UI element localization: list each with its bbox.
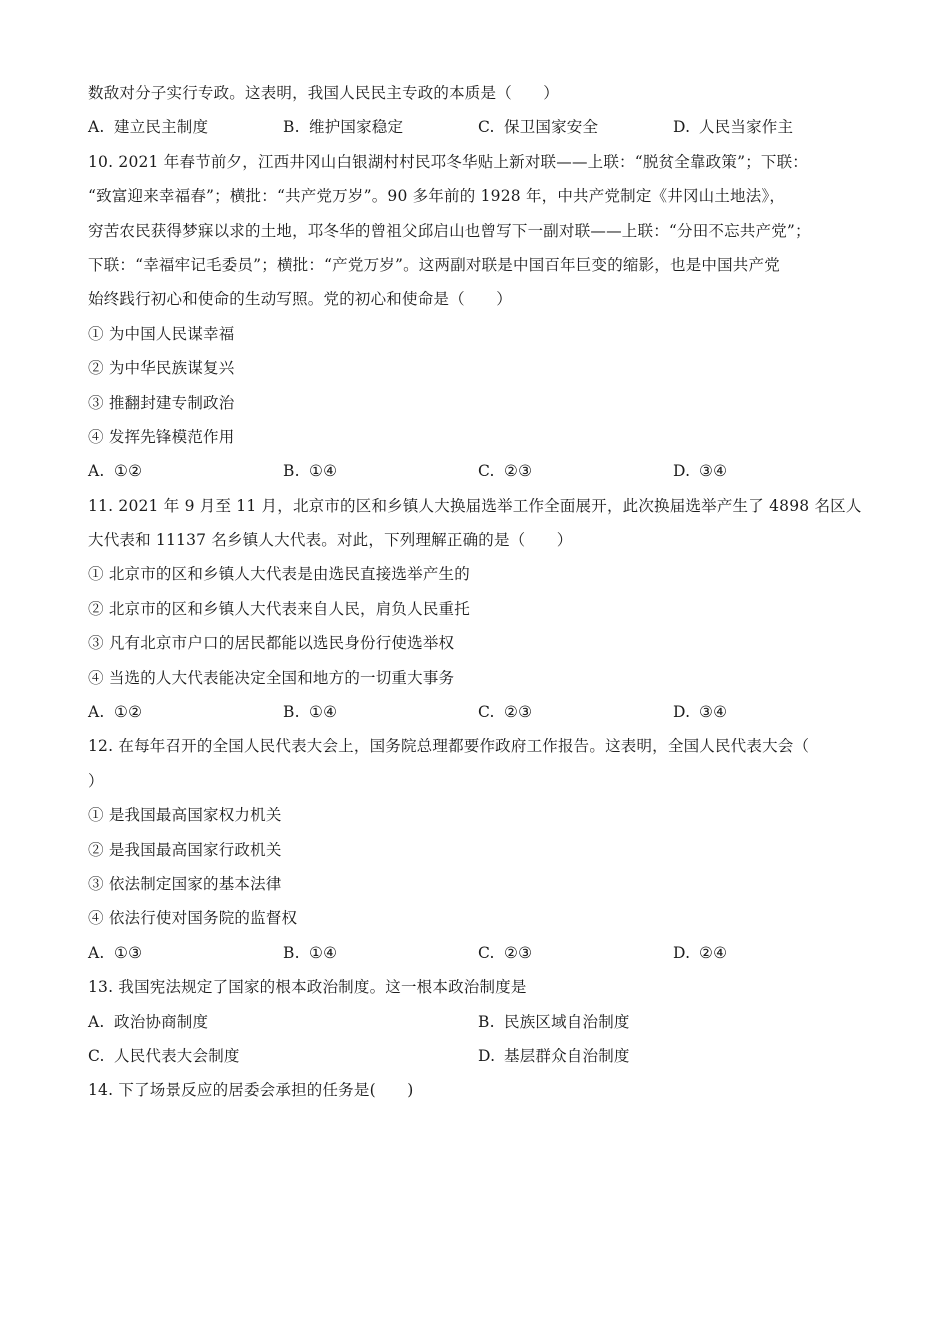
option-a: A. 政治协商制度 — [88, 1012, 209, 1031]
question-10-item: ② 为中华民族谋复兴 — [88, 359, 235, 378]
option-c: C. ②③ — [478, 943, 533, 962]
question-12-stem: 12. 在每年召开的全国人民代表大会上，国务院总理都要作政府工作报告。这表明，全国人民代表大会（ — [88, 737, 810, 756]
option-d: D. 基层群众自治制度 — [478, 1046, 630, 1065]
option-a: A. ①③ — [88, 943, 143, 962]
question-14-stem: 14. 下了场景反应的居委会承担的任务是( ) — [88, 1081, 414, 1100]
question-10-stem: 10. 2021 年春节前夕，江西井冈山白银湖村村民邛冬华贴上新对联——上联：“脱贫全靠政策”；下联： — [88, 152, 809, 171]
question-11-item: ② 北京市的区和乡镇人大代表来自人民，肩负人民重托 — [88, 599, 470, 618]
question-12-item: ③ 依法制定国家的基本法律 — [88, 874, 282, 893]
question-10-options — [88, 454, 878, 488]
question-13-options-row-1 — [88, 1005, 878, 1039]
option-d: D. 人民当家作主 — [673, 118, 794, 137]
question-12-options — [88, 936, 878, 970]
option-d: D. ③④ — [673, 703, 728, 722]
question-12-stem: ） — [88, 771, 104, 790]
question-10-stem: “致富迎来幸福春”；横批：“共产党万岁”。90 多年前的 1928 年，中共产党制定《井冈山土地法》， — [88, 187, 786, 206]
option-c: C. 保卫国家安全 — [478, 118, 599, 137]
question-11-item: ④ 当选的人大代表能决定全国和地方的一切重大事务 — [88, 668, 455, 687]
option-d: D. ②④ — [673, 943, 728, 962]
question-13-options-row-2 — [88, 1039, 878, 1073]
question-12-item: ② 是我国最高国家行政机关 — [88, 840, 282, 859]
option-b: B. 民族区域自治制度 — [478, 1012, 630, 1031]
option-b: B. ①④ — [283, 943, 338, 962]
question-10-item: ③ 推翻封建专制政治 — [88, 393, 235, 412]
question-9-stem: 数敌对分子实行专政。这表明，我国人民民主专政的本质是（ ） — [88, 84, 560, 102]
question-12-item: ④ 依法行使对国务院的监督权 — [88, 909, 298, 928]
exam-page — [88, 76, 878, 1108]
option-a: A. ①② — [88, 703, 143, 722]
question-11-stem: 大代表和 11137 名乡镇人大代表。对此，下列理解正确的是（ ） — [88, 531, 573, 550]
question-11-stem: 11. 2021 年 9 月至 11 月，北京市的区和乡镇人大换届选举工作全面展开，此次换届选举产生了 4898 名区人 — [88, 496, 862, 515]
question-9-options — [88, 110, 878, 144]
question-13-stem: 13. 我国宪法规定了国家的根本政治制度。这一根本政治制度是 — [88, 978, 527, 997]
question-11-item: ③ 凡有北京市户口的居民都能以选民身份行使选举权 — [88, 634, 455, 653]
question-10-item: ④ 发挥先锋模范作用 — [88, 427, 235, 446]
option-a: A. ①② — [88, 462, 143, 481]
option-c: C. ②③ — [478, 462, 533, 481]
option-c: C. ②③ — [478, 703, 533, 722]
option-b: B. 维护国家稳定 — [283, 118, 404, 137]
option-c: C. 人民代表大会制度 — [88, 1046, 240, 1065]
question-11-options — [88, 695, 878, 729]
question-10-stem: 穷苦农民获得梦寐以求的土地，邛冬华的曾祖父邱启山也曾写下一副对联——上联：“分田不忘共产党”； — [88, 221, 811, 240]
option-a: A. 建立民主制度 — [88, 118, 209, 137]
question-10-stem: 始终践行初心和使命的生动写照。党的初心和使命是（ ） — [88, 290, 512, 309]
question-12-item: ① 是我国最高国家权力机关 — [88, 806, 282, 825]
question-11-item: ① 北京市的区和乡镇人大代表是由选民直接选举产生的 — [88, 565, 470, 584]
option-b: B. ①④ — [283, 462, 338, 481]
option-d: D. ③④ — [673, 462, 728, 481]
question-10-item: ① 为中国人民谋幸福 — [88, 324, 235, 343]
option-b: B. ①④ — [283, 703, 338, 722]
question-10-stem: 下联：“幸福牢记毛委员”；横批：“产党万岁”。这两副对联是中国百年巨变的缩影，也是中国共产党 — [88, 255, 780, 274]
